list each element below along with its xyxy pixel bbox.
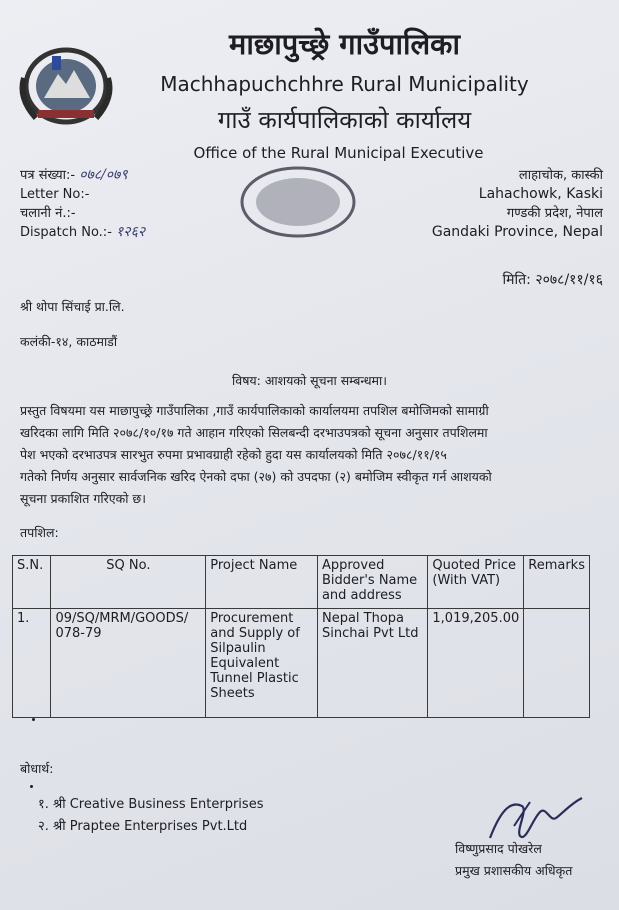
- cell-bidder: Nepal Thopa Sinchai Pvt Ltd: [317, 609, 427, 718]
- address-line1-np: लाहाचोक, कास्की: [518, 168, 603, 183]
- col-header-sq-no: SQ No.: [51, 556, 206, 609]
- ink-dot: [32, 718, 35, 721]
- reference-block: [20, 166, 145, 242]
- cell-sq-no: 09/SQ/MRM/GOODS/ 078-79: [51, 609, 206, 718]
- dispatch-label: Dispatch No.:-: [20, 225, 112, 240]
- address-line2-en: Gandaki Province, Nepal: [431, 224, 603, 240]
- office-stamp-icon: [238, 166, 356, 238]
- letter-body: [20, 400, 600, 510]
- details-label: तपशिल:: [20, 525, 59, 540]
- patra-value: ०७८/०७९: [79, 167, 128, 183]
- letter-date: मिति: २०७८/११/१६: [502, 272, 603, 288]
- signatory-title: प्रमुख प्रशासकीय अधिकृत: [455, 863, 573, 878]
- letter-no-label: Letter No:-: [20, 187, 90, 202]
- recipient-name: श्री थोपा सिंचाई प्रा.लि.: [20, 299, 125, 314]
- cc-item: १. श्री Creative Business Enterprises: [38, 797, 264, 812]
- recipient-address: कलंकी-१४, काठमाडौं: [20, 334, 118, 349]
- office-name-np: गाउँ कार्यपालिकाको कार्यालय: [217, 106, 472, 134]
- signatory-name: विष्णुप्रसाद पोखरेल: [455, 841, 542, 856]
- col-header-price: Quoted Price (With VAT): [428, 556, 524, 609]
- cell-remarks: [524, 609, 590, 718]
- signatory-block: [455, 838, 572, 882]
- ink-dot: [30, 785, 33, 788]
- letter-subject: विषय: आशयको सूचना सम्बन्धमा।: [232, 373, 387, 388]
- cell-sn: 1.: [13, 609, 51, 718]
- municipality-name-en: Machhapuchchhre Rural Municipality: [160, 72, 529, 96]
- cell-project: Procurement and Supply of Silpaulin Equivalent Tunnel Plastic Sheets: [206, 609, 318, 718]
- body-line: सूचना प्रकाशित गरिएको छ।: [20, 491, 146, 506]
- cell-price: 1,019,205.00: [428, 609, 524, 718]
- office-name-en: Office of the Rural Municipal Executive: [193, 144, 484, 162]
- municipality-name-np: माछापुच्छ्रे गाउँपालिका: [229, 27, 460, 61]
- patra-label: पत्र संख्या:-: [20, 168, 76, 183]
- dispatch-value: १२६२: [116, 224, 146, 240]
- chalani-label: चलानी नं.:-: [20, 206, 76, 221]
- col-header-project: Project Name: [206, 556, 318, 609]
- address-line2-np: गण्डकी प्रदेश, नेपाल: [506, 206, 603, 221]
- body-line: गतेको निर्णय अनुसार सार्वजनिक खरिद ऐनको दफा (२७) को उपदफा (२) बमोजिम स्वीकृत गर्न आशयको: [20, 469, 492, 484]
- table-row: [13, 609, 590, 718]
- cc-label: बोधार्थ:: [20, 761, 54, 776]
- address-line1-en: Lahachowk, Kaski: [478, 186, 603, 202]
- col-header-remarks: Remarks: [524, 556, 590, 609]
- col-header-sn: S.N.: [13, 556, 51, 609]
- cc-item: २. श्री Praptee Enterprises Pvt.Ltd: [38, 819, 248, 834]
- address-block: [432, 166, 603, 242]
- award-table: [12, 555, 590, 718]
- body-line: प्रस्तुत विषयमा यस माछापुच्छ्रे गाउँपालिका ,गाउँ कार्यपालिकाको कार्यालयमा तपशिल बमोजिमको सामाग्री: [20, 403, 489, 418]
- body-line: खरिदका लागि मिति २०७८/१०/१७ गते आहान गरिएको सिलबन्दी दरभाउपत्रको सूचना अनुसार तपशिलमा: [20, 425, 488, 440]
- body-line: पेश भएको दरभाउपत्र सारभुत रुपमा प्रभावग्राही रहेको हुदा यस कार्यालयको मिति २०७८/११/१५: [20, 447, 447, 462]
- table-header-row: [13, 556, 590, 609]
- col-header-bidder: Approved Bidder's Name and address: [317, 556, 427, 609]
